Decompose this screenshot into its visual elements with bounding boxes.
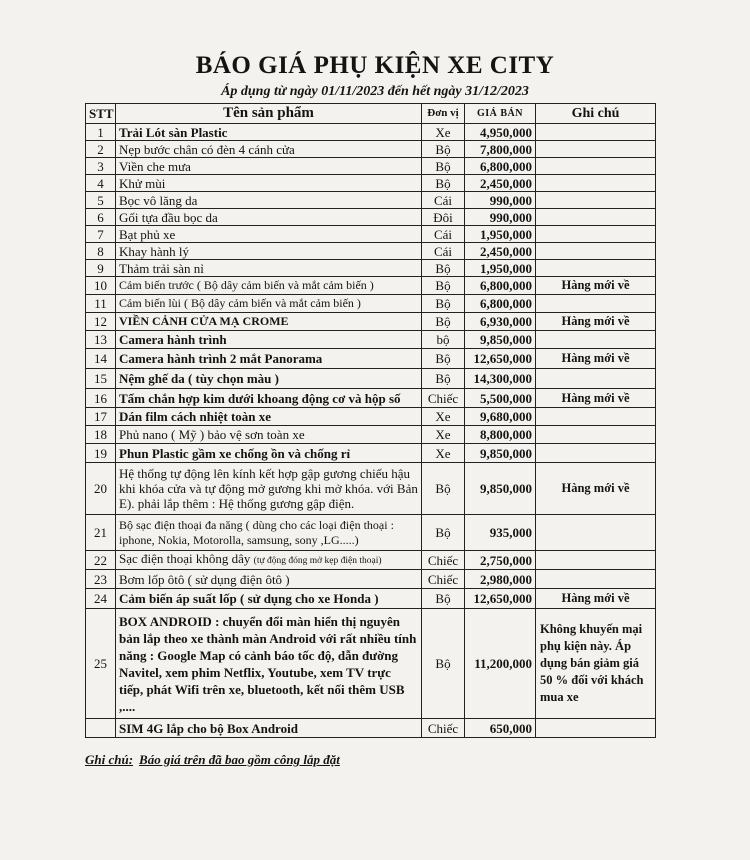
cell-price: 990,000 [465,192,536,209]
cell-unit: Xe [422,444,465,463]
cell-unit: Xe [422,408,465,426]
cell-unit: Bộ [422,313,465,331]
table-row [86,313,656,331]
cell-product-name: Viền che mưa [116,158,422,175]
cell-unit: Bộ [422,175,465,192]
table-row [86,331,656,349]
cell-note [536,515,656,551]
cell-product-name: Cảm biến áp suất lốp ( sử dụng cho xe Honda ) [116,589,422,609]
cell-product-name: Tấm chắn hợp kim dưới khoang động cơ và hộp số [116,389,422,408]
cell-note: Hàng mới về [536,463,656,515]
table-row [86,570,656,589]
cell-product-name: Dán film cách nhiệt toàn xe [116,408,422,426]
cell-price: 2,450,000 [465,175,536,192]
cell-note [536,158,656,175]
cell-unit: Đôi [422,209,465,226]
cell-product-name: Phủ nano ( Mỹ ) bảo vệ sơn toàn xe [116,426,422,444]
cell-stt: 8 [86,243,116,260]
cell-unit: Bộ [422,141,465,158]
cell-price: 935,000 [465,515,536,551]
cell-note [536,408,656,426]
table-row [86,175,656,192]
cell-product-name [116,551,422,570]
cell-stt: 19 [86,444,116,463]
table-row [86,226,656,243]
product-name-detail: (tự động đóng mở kẹp điện thoại) [253,556,382,566]
cell-stt: 2 [86,141,116,158]
cell-price: 990,000 [465,209,536,226]
cell-unit: Cái [422,226,465,243]
cell-product-name: Gối tựa đầu bọc da [116,209,422,226]
cell-stt [86,719,116,738]
document-title: BÁO GIÁ PHỤ KIỆN XE CITY [195,52,555,79]
cell-note [536,192,656,209]
cell-product-name: Bơm lốp ôtô ( sử dụng điện ôtô ) [116,570,422,589]
cell-product-name: Bạt phủ xe [116,226,422,243]
cell-stt: 16 [86,389,116,408]
cell-stt: 11 [86,295,116,313]
table-row [86,277,656,295]
cell-unit: Bộ [422,589,465,609]
cell-price: 9,850,000 [465,331,536,349]
cell-price: 650,000 [465,719,536,738]
cell-note [536,141,656,158]
cell-unit: Bộ [422,295,465,313]
table-row [86,295,656,313]
cell-product-name: BOX ANDROID : chuyển đổi màn hiển thị nguyên bản lắp theo xe thành màn Android với rất nhiều tính năng : Google Map có cảnh báo tốc độ, dẫn đường Navitel, xem phim Netflix, Youtube, xem TV trực tiếp, phát Wifi trên xe, bluetooth, kết nối thêm USB ,.... [116,609,422,719]
table-row [86,408,656,426]
cell-stt: 6 [86,209,116,226]
cell-note [536,570,656,589]
cell-price: 7,800,000 [465,141,536,158]
cell-stt: 15 [86,369,116,389]
footnote-text: Báo giá trên đã bao gồm công lắp đặt [139,752,340,767]
header-product-name: Tên sản phẩm [116,104,422,124]
cell-unit: Bộ [422,158,465,175]
cell-price: 12,650,000 [465,349,536,369]
cell-unit: Bộ [422,277,465,295]
cell-note [536,719,656,738]
cell-unit: Bộ [422,369,465,389]
cell-price: 11,200,000 [465,609,536,719]
table-row [86,389,656,408]
cell-stt: 9 [86,260,116,277]
cell-product-name: VIỀN CẢNH CỬA MẠ CROME [116,313,422,331]
cell-product-name: SIM 4G lắp cho bộ Box Android [116,719,422,738]
cell-stt: 3 [86,158,116,175]
cell-stt: 14 [86,349,116,369]
cell-product-name: Thảm trải sàn nỉ [116,260,422,277]
cell-product-name: Bộ sạc điện thoại đa năng ( dùng cho các loại điện thoại : iphone, Nokia, Motorolla, samsung, sony ,LG.....) [116,515,422,551]
price-table [85,103,656,738]
cell-price: 1,950,000 [465,226,536,243]
cell-product-name: Bọc vô lăng da [116,192,422,209]
cell-unit: Cái [422,243,465,260]
header-unit: Đơn vị [422,104,465,124]
header-stt: STT [86,104,116,124]
cell-unit: Chiếc [422,389,465,408]
cell-price: 6,800,000 [465,295,536,313]
table-row [86,515,656,551]
cell-note [536,175,656,192]
table-row [86,369,656,389]
table-row [86,141,656,158]
cell-note: Hàng mới về [536,313,656,331]
cell-price: 2,750,000 [465,551,536,570]
cell-stt: 25 [86,609,116,719]
table-row [86,551,656,570]
cell-price: 4,950,000 [465,124,536,141]
cell-price: 14,300,000 [465,369,536,389]
cell-price: 6,930,000 [465,313,536,331]
table-row [86,444,656,463]
product-name-text: Sạc điện thoại không dây [119,551,251,566]
cell-stt: 22 [86,551,116,570]
cell-unit: Xe [422,124,465,141]
cell-note: Hàng mới về [536,589,656,609]
cell-product-name: Phun Plastic gầm xe chống ồn và chống rỉ [116,444,422,463]
cell-product-name: Nệm ghế da ( tùy chọn màu ) [116,369,422,389]
table-row [86,463,656,515]
table-row [86,192,656,209]
cell-stt: 10 [86,277,116,295]
cell-unit: Bộ [422,260,465,277]
cell-note [536,426,656,444]
cell-price: 9,680,000 [465,408,536,426]
cell-product-name: Nẹp bước chân có đèn 4 cánh cửa [116,141,422,158]
cell-unit: Xe [422,426,465,444]
cell-unit: bộ [422,331,465,349]
cell-price: 6,800,000 [465,277,536,295]
cell-product-name: Khay hành lý [116,243,422,260]
cell-unit: Bộ [422,609,465,719]
cell-stt: 1 [86,124,116,141]
cell-unit: Cái [422,192,465,209]
header-note: Ghi chú [536,104,656,124]
footnote [85,752,340,768]
cell-stt: 4 [86,175,116,192]
cell-stt: 12 [86,313,116,331]
cell-product-name: Trải Lót sàn Plastic [116,124,422,141]
cell-price: 1,950,000 [465,260,536,277]
table-row [86,719,656,738]
cell-product-name: Cảm biến lùi ( Bộ dây cảm biến và mắt cảm biến ) [116,295,422,313]
table-row [86,209,656,226]
cell-note [536,369,656,389]
cell-price: 9,850,000 [465,463,536,515]
table-row [86,260,656,277]
table-row [86,589,656,609]
cell-unit: Chiếc [422,570,465,589]
cell-stt: 23 [86,570,116,589]
cell-note [536,295,656,313]
cell-stt: 21 [86,515,116,551]
cell-stt: 13 [86,331,116,349]
cell-stt: 17 [86,408,116,426]
cell-note [536,331,656,349]
table-row [86,124,656,141]
cell-unit: Bộ [422,463,465,515]
cell-note [536,209,656,226]
table-row [86,158,656,175]
cell-unit: Chiếc [422,551,465,570]
cell-note [536,444,656,463]
cell-note [536,124,656,141]
cell-product-name: Khử mùi [116,175,422,192]
table-row [86,609,656,719]
cell-note: Không khuyến mại phụ kiện này. Áp dụng bán giảm giá 50 % đối với khách mua xe [536,609,656,719]
footnote-label: Ghi chú: [85,752,134,767]
cell-unit: Bộ [422,349,465,369]
cell-price: 12,650,000 [465,589,536,609]
cell-price: 8,800,000 [465,426,536,444]
cell-product-name: Camera hành trình [116,331,422,349]
cell-note: Hàng mới về [536,277,656,295]
cell-stt: 18 [86,426,116,444]
cell-stt: 20 [86,463,116,515]
cell-stt: 24 [86,589,116,609]
cell-note [536,226,656,243]
cell-note [536,243,656,260]
cell-product-name: Cảm biến trước ( Bộ dây cảm biến và mắt cảm biến ) [116,277,422,295]
table-row [86,349,656,369]
cell-price: 5,500,000 [465,389,536,408]
table-header-row [86,104,656,124]
cell-product-name: Hệ thống tự động lên kính kết hợp gập gương chiếu hậu khi khóa cửa và tự động mở gương khi mở khóa. với Bản E). phải lắp thêm : Hệ thống gương gập điện. [116,463,422,515]
cell-stt: 5 [86,192,116,209]
table-row [86,426,656,444]
cell-note: Hàng mới về [536,349,656,369]
cell-stt: 7 [86,226,116,243]
cell-price: 2,980,000 [465,570,536,589]
cell-unit: Bộ [422,515,465,551]
document-subtitle: Áp dụng từ ngày 01/11/2023 đến hết ngày 31/12/2023 [221,84,529,99]
cell-note: Hàng mới về [536,389,656,408]
cell-note [536,551,656,570]
cell-price: 9,850,000 [465,444,536,463]
cell-note [536,260,656,277]
cell-product-name: Camera hành trình 2 mắt Panorama [116,349,422,369]
cell-price: 2,450,000 [465,243,536,260]
table-row [86,243,656,260]
cell-price: 6,800,000 [465,158,536,175]
header-price: GIÁ BÁN [465,104,536,124]
cell-unit: Chiếc [422,719,465,738]
